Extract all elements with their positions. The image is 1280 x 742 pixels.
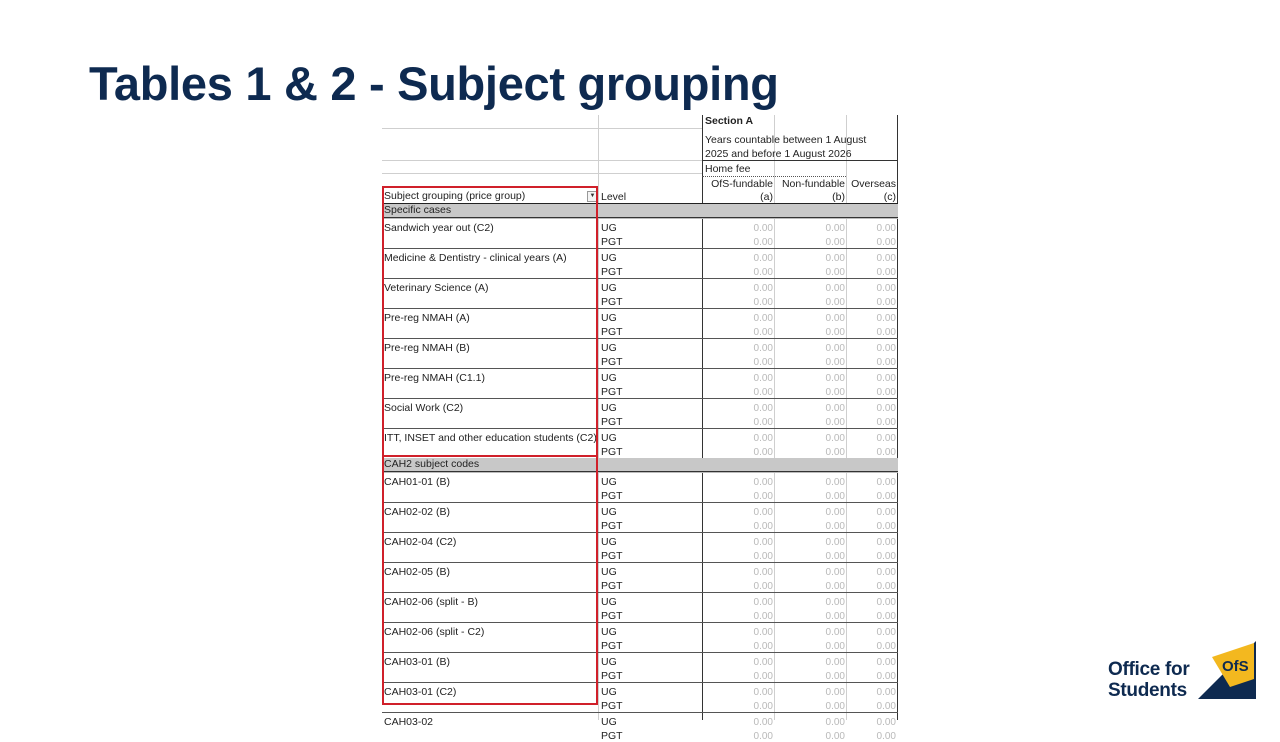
value-cell[interactable]: 0.00 xyxy=(825,313,845,324)
value-cell[interactable]: 0.00 xyxy=(876,641,896,652)
level-cell: PGT xyxy=(601,670,623,682)
value-cell[interactable]: 0.00 xyxy=(876,491,896,502)
years-line-2: 2025 and before 1 August 2026 xyxy=(705,148,852,160)
table-row xyxy=(382,532,898,562)
value-cell[interactable]: 0.00 xyxy=(876,581,896,592)
value-cell[interactable]: 0.00 xyxy=(753,327,773,338)
value-cell[interactable]: 0.00 xyxy=(753,237,773,248)
logo-line-1: Office for xyxy=(1108,659,1190,680)
value-cell[interactable]: 0.00 xyxy=(753,671,773,682)
level-cell: UG xyxy=(601,222,617,234)
value-cell[interactable]: 0.00 xyxy=(753,297,773,308)
table-row xyxy=(382,622,898,652)
value-cell[interactable]: 0.00 xyxy=(753,551,773,562)
table-row xyxy=(382,218,898,248)
value-cell[interactable]: 0.00 xyxy=(876,567,896,578)
value-cell[interactable]: 0.00 xyxy=(825,387,845,398)
value-cell[interactable]: 0.00 xyxy=(753,567,773,578)
col-letter-a: (a) xyxy=(760,191,773,203)
subject-group-label: CAH03-01 (C2) xyxy=(384,686,457,698)
value-cell[interactable]: 0.00 xyxy=(876,237,896,248)
section-cah2-codes xyxy=(382,458,898,472)
level-cell: PGT xyxy=(601,610,623,622)
level-cell: PGT xyxy=(601,386,623,398)
value-cell[interactable]: 0.00 xyxy=(825,597,845,608)
ofs-logo xyxy=(1108,641,1258,703)
level-cell: PGT xyxy=(601,520,623,532)
subject-group-label: ITT, INSET and other education students (C2) xyxy=(384,432,597,444)
level-cell: PGT xyxy=(601,326,623,338)
subject-group-label: Veterinary Science (A) xyxy=(384,282,489,294)
subject-group-label: Social Work (C2) xyxy=(384,402,464,414)
value-cell[interactable]: 0.00 xyxy=(876,417,896,428)
table-row xyxy=(382,712,898,742)
level-cell: UG xyxy=(601,282,617,294)
value-cell[interactable]: 0.00 xyxy=(876,701,896,712)
value-cell[interactable]: 0.00 xyxy=(876,433,896,444)
value-cell[interactable]: 0.00 xyxy=(825,343,845,354)
value-cell[interactable]: 0.00 xyxy=(753,433,773,444)
subject-group-label: Sandwich year out (C2) xyxy=(384,222,494,234)
subject-group-label: Pre-reg NMAH (B) xyxy=(384,342,470,354)
value-cell[interactable]: 0.00 xyxy=(825,417,845,428)
value-cell[interactable]: 0.00 xyxy=(753,357,773,368)
subject-group-label: CAH03-02 xyxy=(384,716,434,728)
value-cell[interactable]: 0.00 xyxy=(876,267,896,278)
value-cell[interactable]: 0.00 xyxy=(876,357,896,368)
value-cell[interactable]: 0.00 xyxy=(825,447,845,458)
value-cell[interactable]: 0.00 xyxy=(825,641,845,652)
table-row xyxy=(382,338,898,368)
table-row xyxy=(382,308,898,338)
value-cell[interactable]: 0.00 xyxy=(753,641,773,652)
value-cell[interactable]: 0.00 xyxy=(753,701,773,712)
value-cell[interactable]: 0.00 xyxy=(753,537,773,548)
value-cell[interactable]: 0.00 xyxy=(825,433,845,444)
level-cell: UG xyxy=(601,536,617,548)
home-fee-label: Home fee xyxy=(705,163,751,175)
level-cell: PGT xyxy=(601,446,623,458)
value-cell[interactable]: 0.00 xyxy=(876,551,896,562)
spreadsheet-table xyxy=(382,115,898,742)
subject-group-label: CAH01-01 (B) xyxy=(384,476,450,488)
value-cell[interactable]: 0.00 xyxy=(876,627,896,638)
section-specific-cases xyxy=(382,204,898,218)
table-row xyxy=(382,652,898,682)
value-cell[interactable]: 0.00 xyxy=(753,283,773,294)
level-cell: PGT xyxy=(601,416,623,428)
value-cell[interactable]: 0.00 xyxy=(825,237,845,248)
slide-title: Tables 1 & 2 - Subject grouping xyxy=(89,57,779,110)
value-cell[interactable]: 0.00 xyxy=(876,657,896,668)
subject-group-label: CAH02-04 (C2) xyxy=(384,536,457,548)
level-cell: UG xyxy=(601,372,617,384)
value-cell[interactable]: 0.00 xyxy=(753,253,773,264)
col-header-ofs-fundable: OfS-fundable xyxy=(711,178,773,190)
value-cell[interactable]: 0.00 xyxy=(876,447,896,458)
value-cell[interactable]: 0.00 xyxy=(825,373,845,384)
value-cell[interactable]: 0.00 xyxy=(825,701,845,712)
value-cell[interactable]: 0.00 xyxy=(753,403,773,414)
level-cell: PGT xyxy=(601,580,623,592)
value-cell[interactable]: 0.00 xyxy=(876,521,896,532)
subject-group-label: CAH02-06 (split - C2) xyxy=(384,626,485,638)
highlight-divider xyxy=(382,455,598,457)
value-cell[interactable]: 0.00 xyxy=(753,731,773,742)
value-cell[interactable]: 0.00 xyxy=(876,253,896,264)
level-cell: PGT xyxy=(601,550,623,562)
value-cell[interactable]: 0.00 xyxy=(825,267,845,278)
col-header-overseas: Overseas xyxy=(851,178,896,190)
value-cell[interactable]: 0.00 xyxy=(876,597,896,608)
value-cell[interactable]: 0.00 xyxy=(876,283,896,294)
value-cell[interactable]: 0.00 xyxy=(753,223,773,234)
value-cell[interactable]: 0.00 xyxy=(825,357,845,368)
value-cell[interactable]: 0.00 xyxy=(753,627,773,638)
level-cell: PGT xyxy=(601,296,623,308)
value-cell[interactable]: 0.00 xyxy=(825,253,845,264)
value-cell[interactable]: 0.00 xyxy=(825,283,845,294)
value-cell[interactable]: 0.00 xyxy=(753,657,773,668)
value-cell[interactable]: 0.00 xyxy=(876,373,896,384)
value-cell[interactable]: 0.00 xyxy=(876,403,896,414)
value-cell[interactable]: 0.00 xyxy=(825,327,845,338)
value-cell[interactable]: 0.00 xyxy=(753,373,773,384)
value-cell[interactable]: 0.00 xyxy=(825,507,845,518)
value-cell[interactable]: 0.00 xyxy=(753,611,773,622)
value-cell[interactable]: 0.00 xyxy=(876,343,896,354)
level-cell: UG xyxy=(601,656,617,668)
value-cell[interactable]: 0.00 xyxy=(876,731,896,742)
level-cell: UG xyxy=(601,506,617,518)
table-row xyxy=(382,428,898,458)
value-cell[interactable]: 0.00 xyxy=(876,327,896,338)
value-cell[interactable]: 0.00 xyxy=(753,597,773,608)
level-cell: UG xyxy=(601,312,617,324)
level-cell: PGT xyxy=(601,640,623,652)
subject-group-label: Medicine & Dentistry - clinical years (A) xyxy=(384,252,567,264)
value-cell[interactable]: 0.00 xyxy=(825,627,845,638)
value-cell[interactable]: 0.00 xyxy=(753,343,773,354)
level-cell: UG xyxy=(601,716,617,728)
value-cell[interactable]: 0.00 xyxy=(825,581,845,592)
value-cell[interactable]: 0.00 xyxy=(753,521,773,532)
table-row xyxy=(382,682,898,712)
level-cell: PGT xyxy=(601,730,623,742)
value-cell[interactable]: 0.00 xyxy=(825,297,845,308)
level-cell: PGT xyxy=(601,266,623,278)
value-cell[interactable]: 0.00 xyxy=(876,671,896,682)
table-row xyxy=(382,398,898,428)
value-cell[interactable]: 0.00 xyxy=(753,717,773,728)
subject-group-label: CAH03-01 (B) xyxy=(384,656,450,668)
table-row xyxy=(382,562,898,592)
value-cell[interactable]: 0.00 xyxy=(753,417,773,428)
level-cell: PGT xyxy=(601,356,623,368)
level-cell: UG xyxy=(601,566,617,578)
value-cell[interactable]: 0.00 xyxy=(753,477,773,488)
filter-dropdown-icon[interactable]: ▼ xyxy=(587,191,598,202)
logo-line-2: Students xyxy=(1108,680,1187,701)
value-cell[interactable]: 0.00 xyxy=(825,657,845,668)
subject-group-label: CAH02-06 (split - B) xyxy=(384,596,478,608)
level-cell: PGT xyxy=(601,700,623,712)
col-header-non-fundable: Non-fundable xyxy=(781,178,845,190)
subject-group-label: Pre-reg NMAH (C1.1) xyxy=(384,372,485,384)
value-cell[interactable]: 0.00 xyxy=(876,313,896,324)
level-cell: UG xyxy=(601,626,617,638)
value-cell[interactable]: 0.00 xyxy=(753,687,773,698)
table-row xyxy=(382,368,898,398)
value-cell[interactable]: 0.00 xyxy=(876,537,896,548)
table-row xyxy=(382,472,898,502)
table-row xyxy=(382,278,898,308)
value-cell[interactable]: 0.00 xyxy=(825,671,845,682)
level-cell: PGT xyxy=(601,236,623,248)
value-cell[interactable]: 0.00 xyxy=(876,297,896,308)
value-cell[interactable]: 0.00 xyxy=(753,313,773,324)
ofs-badge-icon xyxy=(1198,641,1256,699)
ofs-badge-text: OfS xyxy=(1222,658,1249,675)
value-cell[interactable]: 0.00 xyxy=(876,717,896,728)
section-label: Section A xyxy=(705,115,754,127)
value-cell[interactable]: 0.00 xyxy=(876,687,896,698)
value-cell[interactable]: 0.00 xyxy=(825,687,845,698)
table-row xyxy=(382,502,898,532)
table-row xyxy=(382,592,898,622)
value-cell[interactable]: 0.00 xyxy=(825,567,845,578)
subject-group-label: CAH02-05 (B) xyxy=(384,566,450,578)
level-cell: PGT xyxy=(601,490,623,502)
value-cell[interactable]: 0.00 xyxy=(825,611,845,622)
value-cell[interactable]: 0.00 xyxy=(753,491,773,502)
col-header-level: Level xyxy=(601,191,627,203)
subject-group-label: Pre-reg NMAH (A) xyxy=(384,312,470,324)
level-cell: UG xyxy=(601,596,617,608)
value-cell[interactable]: 0.00 xyxy=(825,731,845,742)
value-cell[interactable]: 0.00 xyxy=(876,507,896,518)
col-letter-c: (c) xyxy=(883,191,896,203)
section-cah2-codes-label: CAH2 subject codes xyxy=(384,458,480,470)
value-cell[interactable]: 0.00 xyxy=(753,507,773,518)
value-cell[interactable]: 0.00 xyxy=(825,403,845,414)
level-cell: UG xyxy=(601,686,617,698)
years-line-1: Years countable between 1 August xyxy=(705,134,867,146)
value-cell[interactable]: 0.00 xyxy=(825,491,845,502)
value-cell[interactable]: 0.00 xyxy=(825,717,845,728)
value-cell[interactable]: 0.00 xyxy=(825,477,845,488)
section-specific-cases-label: Specific cases xyxy=(384,204,452,216)
value-cell[interactable]: 0.00 xyxy=(825,521,845,532)
col-header-subject: Subject grouping (price group) xyxy=(384,190,526,202)
level-cell: UG xyxy=(601,342,617,354)
level-cell: UG xyxy=(601,252,617,264)
value-cell[interactable]: 0.00 xyxy=(753,387,773,398)
col-letter-b: (b) xyxy=(832,191,845,203)
level-cell: UG xyxy=(601,402,617,414)
value-cell[interactable]: 0.00 xyxy=(825,223,845,234)
value-cell[interactable]: 0.00 xyxy=(825,551,845,562)
subject-group-label: CAH02-02 (B) xyxy=(384,506,450,518)
table-row xyxy=(382,248,898,278)
value-cell[interactable]: 0.00 xyxy=(876,611,896,622)
value-cell[interactable]: 0.00 xyxy=(753,447,773,458)
value-cell[interactable]: 0.00 xyxy=(876,477,896,488)
value-cell[interactable]: 0.00 xyxy=(825,537,845,548)
value-cell[interactable]: 0.00 xyxy=(753,267,773,278)
value-cell[interactable]: 0.00 xyxy=(876,387,896,398)
value-cell[interactable]: 0.00 xyxy=(753,581,773,592)
level-cell: UG xyxy=(601,432,617,444)
level-cell: UG xyxy=(601,476,617,488)
value-cell[interactable]: 0.00 xyxy=(876,223,896,234)
